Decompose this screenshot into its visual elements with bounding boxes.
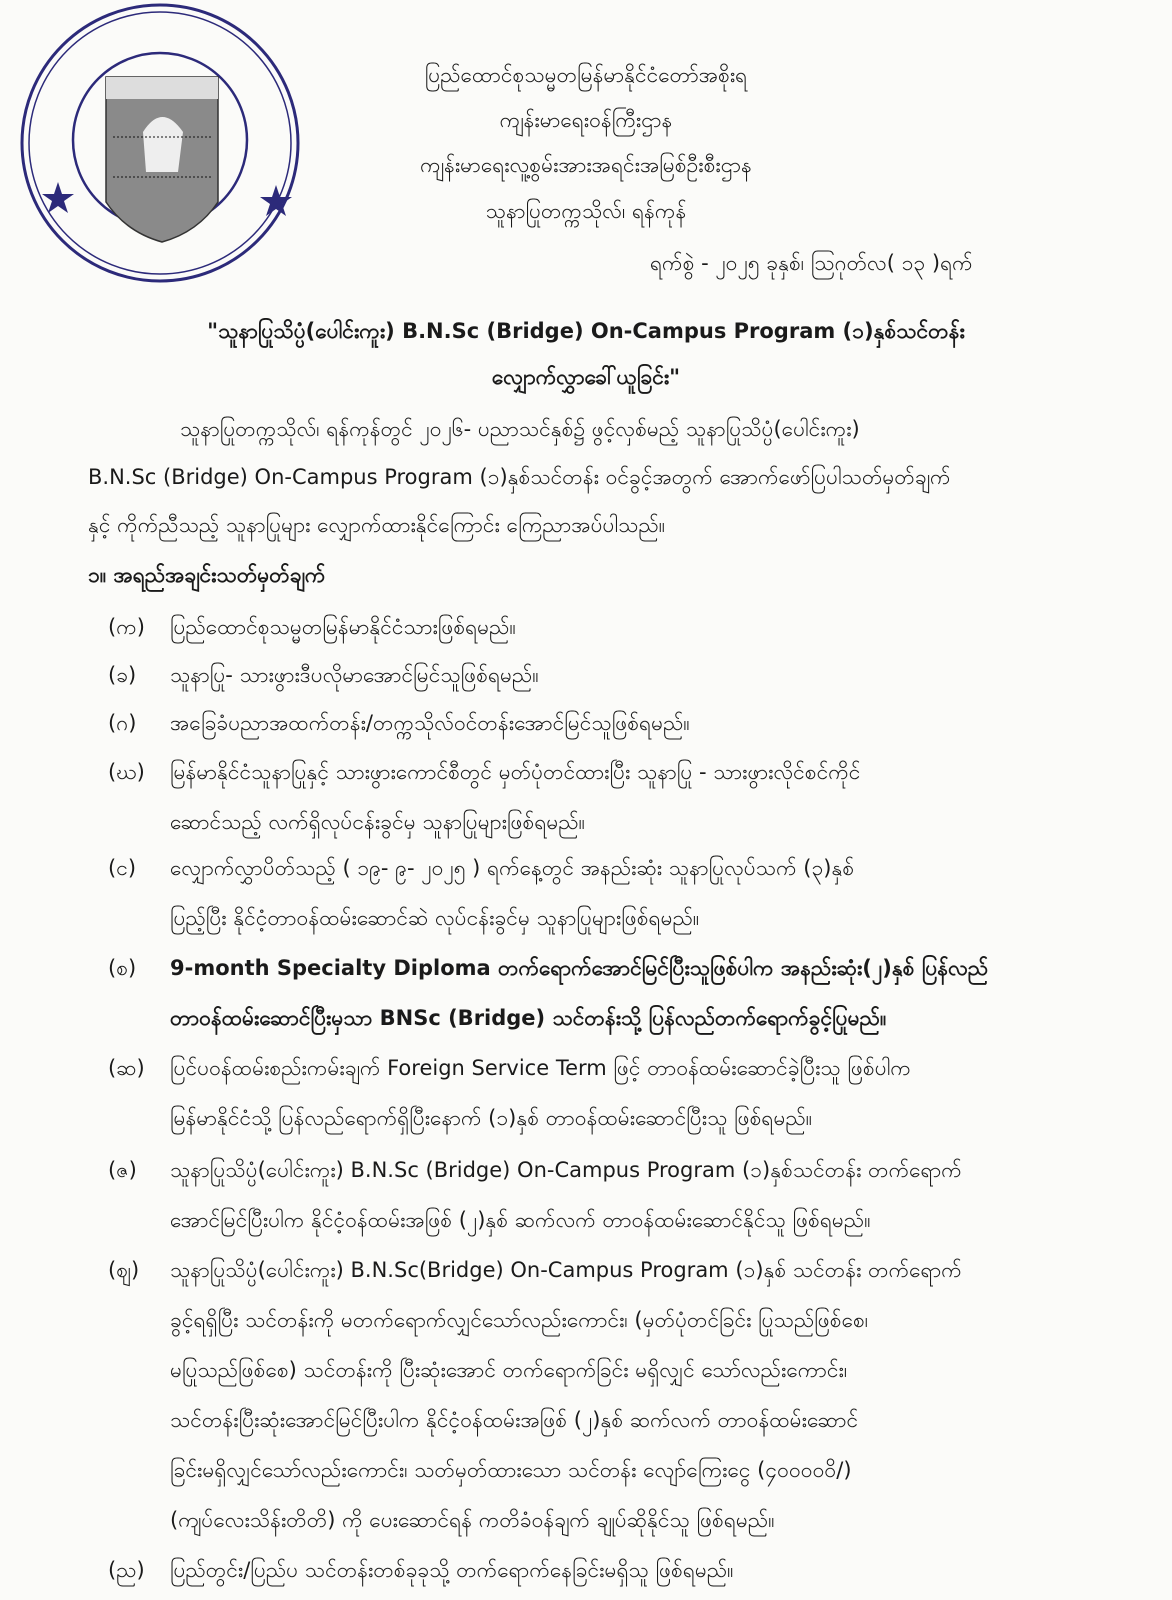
item-label: (ဈ) [108, 1258, 140, 1282]
item-text: 9-month Specialty Diploma တက်ရောက်အောင်မြင်ပြီးသူဖြစ်ပါက အနည်းဆုံး(၂)နှစ် ပြန်လည် [170, 956, 989, 980]
item-label: (ခ) [108, 663, 137, 687]
item-text: ပြည်တွင်း/ပြည်ပ သင်တန်းတစ်ခုခုသို့ တက်ရောက်နေခြင်းမရှိသူ ဖြစ်ရမည်။ [170, 1558, 734, 1582]
item-text: (ကျပ်လေးသိန်းတိတိ) ကို ပေးဆောင်ရန် ကတိခံဝန်ချက် ချုပ်ဆိုနိုင်သူ ဖြစ်ရမည်။ [170, 1508, 775, 1532]
item-text: သူနာပြုသိပ္ပံ(ပေါင်းကူး) B.N.Sc(Bridge) On-Campus Program (၁)နှစ် သင်တန်း တက်ရောက် [170, 1258, 962, 1282]
intro-line: နှင့် ကိုက်ညီသည့် သူနာပြုများ လျှောက်ထားနိုင်ကြောင်း ကြေညာအပ်ပါသည်။ [88, 513, 666, 537]
item-text: လျှောက်လွှာပိတ်သည့် ( ၁၉- ၉- ၂၀၂၅ ) ရက်နေ့တွင် အနည်းဆုံး သူနာပြုလုပ်သက် (၃)နှစ် [170, 856, 855, 880]
item-label: (ဆ) [108, 1056, 145, 1080]
item-label: (ဇ) [108, 1158, 137, 1182]
item-text: ခွင့်ရရှိပြီး သင်တန်းကို မတက်ရောက်လျှင်သော်လည်းကောင်း၊ (မှတ်ပုံတင်ခြင်း ပြုသည်ဖြစ်စေ၊ [170, 1308, 869, 1332]
item-text: သင်တန်းပြီးဆုံးအောင်မြင်ပြီးပါက နိုင်ငံ့ဝန်ထမ်းအဖြစ် (၂)နှစ် ဆက်လက် တာဝန်ထမ်းဆောင် [170, 1408, 859, 1432]
section-heading: ၁။ အရည်အချင်းသတ်မှတ်ချက် [88, 563, 326, 587]
item-text: သူနာပြုသိပ္ပံ(ပေါင်းကူး) B.N.Sc (Bridge) On-Campus Program (၁)နှစ်သင်တန်း တက်ရောက် [170, 1158, 962, 1182]
item-text: မြန်မာနိုင်ငံသူနာပြုနှင့် သားဖွားကောင်စီတွင် မှတ်ပုံတင်ထားပြီး သူနာပြု - သားဖွားလိုင်စင်ကိုင် [170, 760, 861, 784]
university-seal [18, 2, 303, 284]
item-label: (က) [108, 615, 145, 639]
item-text: မပြုသည်ဖြစ်စေ) သင်တန်းကို ပြီးဆုံးအောင် တက်ရောက်ခြင်း မရှိလျှင် သော်လည်းကောင်း၊ [170, 1358, 848, 1382]
item-text: ပြည်ထောင်စုသမ္မတမြန်မာနိုင်ငံသားဖြစ်ရမည်။ [170, 615, 516, 639]
document-date: ရက်စွဲ - ၂၀၂၅ ခုနှစ်၊ ဩဂုတ်လ( ၁၃ )ရက် [650, 251, 973, 275]
item-text: မြန်မာနိုင်ငံသို့ ပြန်လည်ရောက်ရှိပြီးနောက် (၁)နှစ် တာဝန်ထမ်းဆောင်ပြီးသူ ဖြစ်ရမည်။ [170, 1106, 813, 1130]
item-label: (ည) [108, 1558, 145, 1582]
item-text: အခြေခံပညာအထက်တန်း/တက္ကသိုလ်ဝင်တန်းအောင်မြင်သူဖြစ်ရမည်။ [170, 711, 690, 735]
header-line: ကျန်းမာရေးလူ့စွမ်းအားအရင်းအမြစ်ဦးစီးဌာန [420, 153, 752, 177]
item-text: ပြင်ပဝန်ထမ်းစည်းကမ်းချက် Foreign Service Term ဖြင့် တာဝန်ထမ်းဆောင်ခဲ့ပြီးသူ ဖြစ်ပါက [170, 1056, 911, 1080]
item-label: (င) [108, 856, 137, 880]
item-text: ပြည့်ပြီး နိုင်ငံ့တာဝန်ထမ်းဆောင်ဆဲ လုပ်ငန်းခွင်မှ သူနာပြုများဖြစ်ရမည်။ [170, 906, 700, 930]
item-text: ဆောင်သည့် လက်ရှိလုပ်ငန်းခွင်မှ သူနာပြုများဖြစ်ရမည်။ [170, 810, 586, 834]
header-line: သူနာပြုတက္ကသိုလ်၊ ရန်ကုန် [485, 199, 687, 223]
intro-line: သူနာပြုတက္ကသိုလ်၊ ရန်ကုန်တွင် ၂၀၂၆- ပညာသင်နှစ်၌ ဖွင့်လှစ်မည့် သူနာပြုသိပ္ပံ(ပေါင်းကူး) [180, 417, 860, 441]
item-text: အောင်မြင်ပြီးပါက နိုင်ငံ့ဝန်ထမ်းအဖြစ် (၂)နှစ် ဆက်လက် တာဝန်ထမ်းဆောင်နိုင်သူ ဖြစ်ရမည်။ [170, 1208, 871, 1232]
item-label: (စ) [108, 956, 137, 980]
item-label: (ဃ) [108, 760, 145, 784]
item-text: တာဝန်ထမ်းဆောင်ပြီးမှသာ BNSc (Bridge) သင်တန်းသို့ ပြန်လည်တက်ရောက်ခွင့်ပြုမည်။ [170, 1006, 887, 1030]
item-text: ခြင်းမရှိလျှင်သော်လည်းကောင်း၊ သတ်မှတ်ထားသော သင်တန်း လျော်ကြေးငွေ (၄၀၀၀၀၀ိ/) [170, 1458, 852, 1482]
header-line: ပြည်ထောင်စုသမ္မတမြန်မာနိုင်ငံတော်အစိုးရ [424, 63, 748, 87]
intro-line: B.N.Sc (Bridge) On-Campus Program (၁)နှစ်သင်တန်း ဝင်ခွင့်အတွက် အောက်ဖော်ပြပါသတ်မှတ်ချက် [88, 465, 951, 489]
item-text: သူနာပြု- သားဖွားဒီပလိုမာအောင်မြင်သူဖြစ်ရမည်။ [170, 663, 539, 687]
item-label: (ဂ) [108, 711, 137, 735]
notice-title: "သူနာပြုသိပ္ပံ(ပေါင်းကူး) B.N.Sc (Bridge) On-Campus Program (၁)နှစ်သင်တန်း [207, 319, 965, 343]
notice-title: လျှောက်လွှာခေါ်ယူခြင်း" [491, 365, 681, 389]
header-line: ကျန်းမာရေးဝန်ကြီးဌာန [499, 108, 673, 132]
